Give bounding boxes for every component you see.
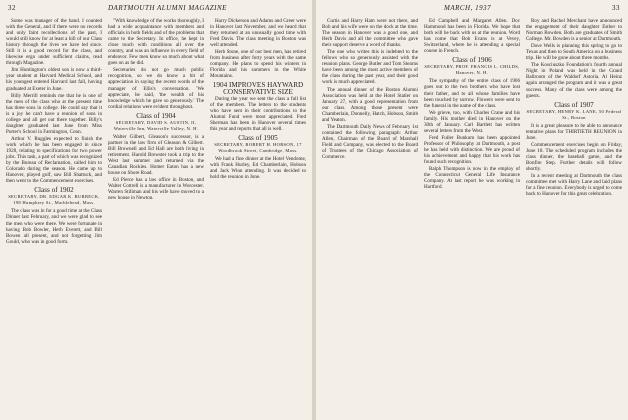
secretary-line: SECRETARY, HENRY K. LANE, 50 Federal St., Boston: [526, 108, 622, 120]
body-paragraph: It is a great pleasure to be able to announce tentative plans for THIRTIETH REUNION in June.: [526, 122, 622, 141]
section-heading: 1904 IMPROVES HAYWARD CONSERVATIVE SIZE: [212, 81, 304, 96]
body-paragraph: Herb Stone, one of our best men, has retired from business after forty years with the same company. He plans to spend his winters in Florida and his summers in the White Mountains.: [210, 49, 306, 80]
right-column-1: [322, 18, 418, 161]
body-paragraph: Commencement exercises begin on Friday, June 18. The scheduled program includes the class dinner, the baseball game, and the Bonfire Step. Further details will follow shortly.: [526, 141, 622, 173]
right-page-number: 33: [612, 4, 620, 12]
body-paragraph: In a recent meeting at Dartmouth the class committee met with Harry Lane and laid plans for a fine reunion. Everybody is urged to come back to Hanover for this great celebration.: [526, 173, 622, 198]
body-paragraph: Arthur V. Ruggles expected to finish the work which he has been engaged in since 1928, relating to specifications for two power jobs. This task, a part of which was recognized by the Bureau of Reclamation, called him to Colorado during the season. He came up to Hanover, played golf, saw Bill Shattuck, and then went to the Commencement exercises.: [6, 135, 102, 185]
secretary-line: SECRETARY, PROF. FRANCIS L. CHILDS, Hanover, N. H.: [424, 64, 520, 76]
secretary-line: SECRETARY, ROBERT H. HOBSON, 17 Woodbrook Street, Cambridge, Mass.: [214, 141, 302, 153]
body-paragraph: The one who writes this is indebted to the fellows who so generously assisted with the reunion plans. George Butler and Tom Stearns have been among the most active members of the class during the past year, and their good work is much appreciated.: [322, 49, 418, 86]
left-page: [0, 0, 313, 420]
body-paragraph: Ed Pierce has a law office in Boston, and Walter Cottrell is a manufacturer in Worcester. Warren Stillman and his wife have moved to a new house in Newton.: [108, 177, 204, 202]
body-paragraph: Harry Dickerson and Adams and Greer were in Hanover last November, and we heard that they returned at an unusually good time with Fred Davis. The class meeting in Boston was well attended.: [210, 18, 306, 49]
body-paragraph: We grieve, too, with Charles Crane and his family. His mother died in Hanover on the 30th of January. Carl Bartlett has written several letters from the West.: [424, 109, 520, 134]
left-page-header: [8, 4, 304, 16]
secretary-line: SECRETARY, DR. EDGAR K. BURBECK, 198 Humphrey St., Marblehead, Mass.: [8, 194, 100, 206]
body-paragraph: Billy Merrill reminds me that he is one of the men of the class who at the present time has three sons in college. He could say that it is a joy he can't have a reunion of sons in college and all get out there together. Billy's daughter graduated last June from Miss Porter's School in Farmington, Conn.: [6, 92, 102, 135]
right-column-3: [526, 18, 622, 198]
body-paragraph: Ed Campbell and Margaret Allen. Doc Hammond has been in Florida. We hope that both will be back with us at the reunion. Word has come that Bob Evans is at Vevey, Switzerland, where he is attending a special course in French.: [424, 18, 520, 55]
section-heading: Class of 1905: [238, 133, 278, 142]
body-paragraph: Roy and Rachel Merchant have announced the engagement of their daughter Esther to Norman Bowden. Both are graduates of Smith College. Mr. Bowden is a senior at Dartmouth.: [526, 18, 622, 43]
left-column-3: [210, 18, 306, 181]
body-paragraph: Curtis and Harry Ham were not there, and Bob and his wife were on the dock at the time. The season in Hanover was a good one, and Herb Davis and all the committee who gave their support deserve a word of thanks.: [322, 18, 418, 49]
right-page: [316, 0, 628, 420]
section-heading: Class of 1906: [452, 56, 492, 65]
body-paragraph: The Kosciuszko Foundation's fourth annual Night in Poland was held in the Grand Ballroom of the Waldorf Astoria. Al Heinz again arranged the program and it was a great success. Many of the class were among the guests.: [526, 62, 622, 99]
body-paragraph: The class was in for a good time at the Class Dinner last February, and we were glad to see the men who were there. We were fortunate in having Bob Bowler, Herb Everett, and Bill Bowen all present, and not forgetting Jim Gould, who was in good form.: [6, 208, 102, 245]
body-paragraph: During the year we sent the class a full list of the members. The letters to the students who have sent in their contributions to the Alumni Fund were most appreciated. Fred Sherman has been in Hanover several times this year and reports that all is well.: [210, 95, 306, 132]
body-paragraph: Fred Fuller Bunkum has been appointed Professor of Philosophy at Dartmouth, a post he has held with distinction. We are proud of his achievement and happy that his work has found such recognition.: [424, 134, 520, 166]
body-paragraph: Some was manager of the band. I counted with the General, and if there were no records and only faint recollections of the past, I would still know for at least a hill of our Class history through the lives we have led since. Still it is a good record for the class, and likewise ergo under sufficient claims, read through Magazine.: [6, 18, 102, 67]
body-paragraph: Ralph Thompson is now in the employ of the Connecticut General Life Insurance Company. At last report he was working in Hartford.: [424, 166, 520, 191]
body-paragraph: The sympathy of the entire class of 1906 goes out to the two brothers who have lost their father, and to all whose families have been touched by sorrow. Flowers were sent to the funeral in the name of the class.: [424, 78, 520, 109]
section-heading: Class of 1902: [34, 186, 74, 195]
left-page-number: 32: [8, 4, 16, 12]
section-heading: Class of 1904: [136, 111, 176, 120]
body-paragraph: "With knowledge of the works thoroughly, I had a wide acquaintance with members and officials in both fields and of the problems that came to the Secretary. In office, he kept in close touch with conditions all over the country, and was an influence in every field of endeavor. Few men know so much about what goes on as he did.: [108, 18, 204, 67]
left-column-1: [6, 18, 102, 246]
body-paragraph: The annual dinner of the Boston Alumni Association was held at the Hotel Statler on January 27, with a good representation from our class. Among those present were Chamberlain, Donnelly, Hatch, Hobson, Smith and Yeaton.: [322, 86, 418, 123]
body-paragraph: The Dartmouth Daily News of February 1st contained the following paragraph: Arthur Allen, Chairman of the Board of Marshall Field and Company, was elected to the Board of Trustees of the Chicago Association of Commerce.: [322, 123, 418, 161]
left-running-title: DARTMOUTH ALUMNI MAGAZINE: [108, 4, 227, 12]
left-column-2: [108, 18, 204, 202]
right-page-header: [324, 4, 620, 16]
right-column-2: [424, 18, 520, 191]
body-paragraph: Jim Huntington's oldest son is now a third-year student at Harvard Medical School, and his youngest entered Harvard last fall, having graduated at Exeter in June.: [6, 67, 102, 92]
section-heading: Class of 1907: [554, 100, 594, 109]
body-paragraph: Walter Gilbert, Gleason's successor, is a partner in the law firm of Gleason & Gilbert. Bill Brownell and Ed Hall are both living in retirement. Harold Brewster took a trip to the West last summer and returned via the Canadian Rockies. Homer Eaton has a new house on Shore Road.: [108, 133, 204, 177]
body-paragraph: Dave Wells is planning this spring to go to Texas and then to South America on a business trip. He will be gone about three months.: [526, 43, 622, 62]
body-paragraph: We had a fine dinner at the Hotel Vendome, with Frank Hurley, Ed Chamberlain, Hobson and Jack Winn attending. It was decided to hold the reunion in June.: [210, 155, 306, 181]
secretary-line: SECRETARY, DAVID S. AUSTIN, II, Waterville Inn, Waterville Valley, N. H.: [113, 119, 199, 131]
body-paragraph: Secretaries do not go much public recognition, so we do know a bit of appreciation in saying the recent words of the manager of Ellis's conversation. 'We appreciate, he said, 'the wealth of his knowledge which he gave so generously.' The cordial relations were evident throughout.: [108, 67, 204, 110]
right-running-title: MARCH, 1937: [444, 4, 492, 12]
